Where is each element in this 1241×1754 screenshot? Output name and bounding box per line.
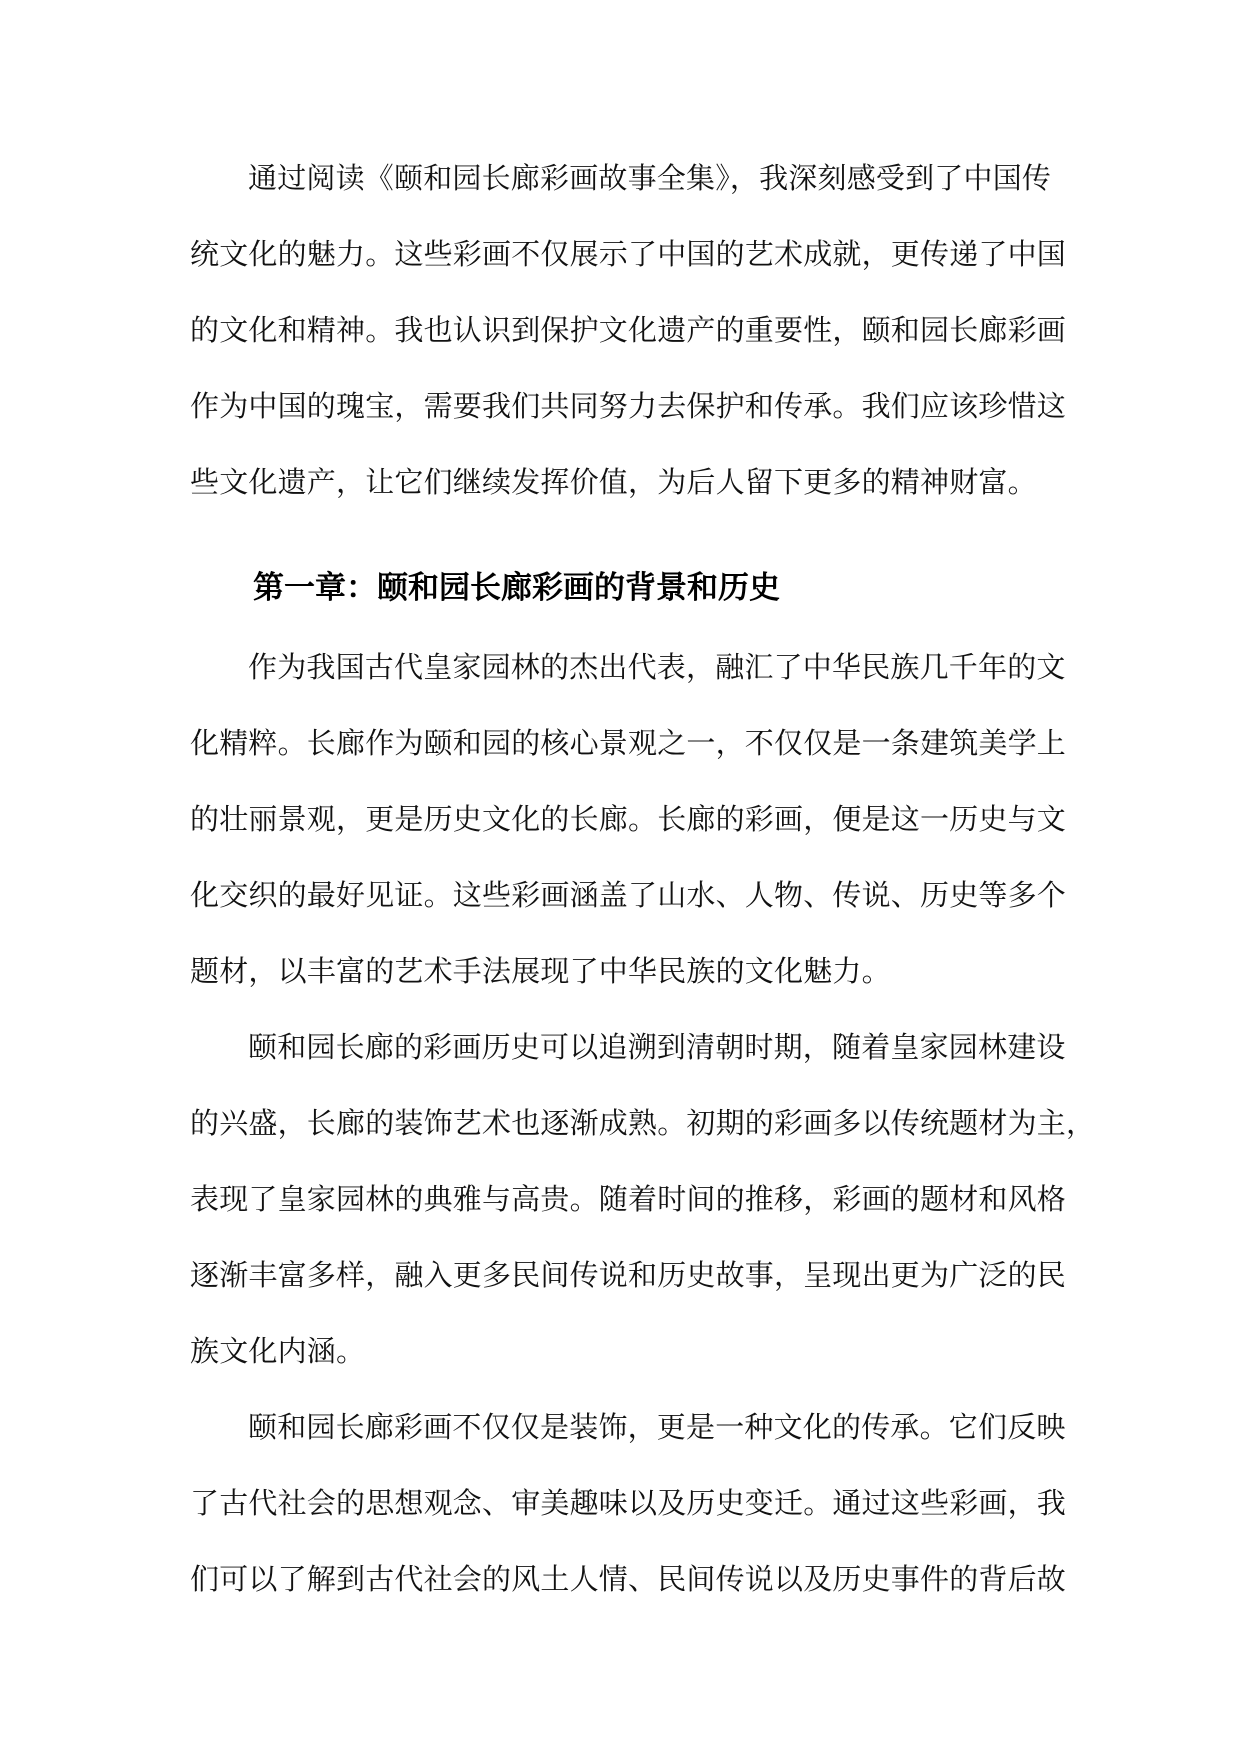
body-paragraph xyxy=(190,1009,1096,1389)
paragraph-line: 族文化内涵。 xyxy=(190,1334,366,1368)
paragraph-line: 了古代社会的思想观念、审美趣味以及历史变迁。通过这些彩画，我 xyxy=(190,1486,1067,1520)
intro-paragraph xyxy=(190,140,1067,520)
paragraph-line: 逐渐丰富多样，融入更多民间传说和历史故事，呈现出更为广泛的民 xyxy=(190,1258,1067,1292)
paragraph-line: 颐和园长廊的彩画历史可以追溯到清朝时期，随着皇家园林建设 xyxy=(248,1030,1066,1064)
paragraph-line: 作为我国古代皇家园林的杰出代表，融汇了中华民族几千年的文 xyxy=(248,650,1066,684)
paragraph-line: 的壮丽景观，更是历史文化的长廊。长廊的彩画，便是这一历史与文 xyxy=(190,802,1067,836)
paragraph-line: 化交织的最好见证。这些彩画涵盖了山水、人物、传说、历史等多个 xyxy=(190,878,1067,912)
paragraph-line: 的兴盛，长廊的装饰艺术也逐渐成熟。初期的彩画多以传统题材为主， xyxy=(190,1106,1096,1140)
paragraph-line: 些文化遗产，让它们继续发挥价值，为后人留下更多的精神财富。 xyxy=(190,465,1037,499)
paragraph-line: 作为中国的瑰宝，需要我们共同努力去保护和传承。我们应该珍惜这 xyxy=(190,389,1067,423)
body-paragraph xyxy=(190,629,1067,1009)
page-content xyxy=(190,140,1096,1617)
paragraph-line: 颐和园长廊彩画不仅仅是装饰，更是一种文化的传承。它们反映 xyxy=(248,1410,1066,1444)
paragraph-line: 们可以了解到古代社会的风土人情、民间传说以及历史事件的背后故 xyxy=(190,1562,1067,1596)
chapter-heading: 第一章：颐和园长廊彩画的背景和历史 xyxy=(253,570,780,606)
paragraph-line: 表现了皇家园林的典雅与高贵。随着时间的推移，彩画的题材和风格 xyxy=(190,1182,1067,1216)
paragraph-line: 的文化和精神。我也认识到保护文化遗产的重要性，颐和园长廊彩画 xyxy=(190,313,1067,347)
paragraph-line: 题材，以丰富的艺术手法展现了中华民族的文化魅力。 xyxy=(190,954,891,988)
paragraph-line: 统文化的魅力。这些彩画不仅展示了中国的艺术成就，更传递了中国 xyxy=(190,237,1067,271)
paragraph-line: 通过阅读《颐和园长廊彩画故事全集》，我深刻感受到了中国传 xyxy=(248,161,1052,195)
paragraph-line: 化精粹。长廊作为颐和园的核心景观之一，不仅仅是一条建筑美学上 xyxy=(190,726,1067,760)
body-paragraph xyxy=(190,1389,1067,1617)
